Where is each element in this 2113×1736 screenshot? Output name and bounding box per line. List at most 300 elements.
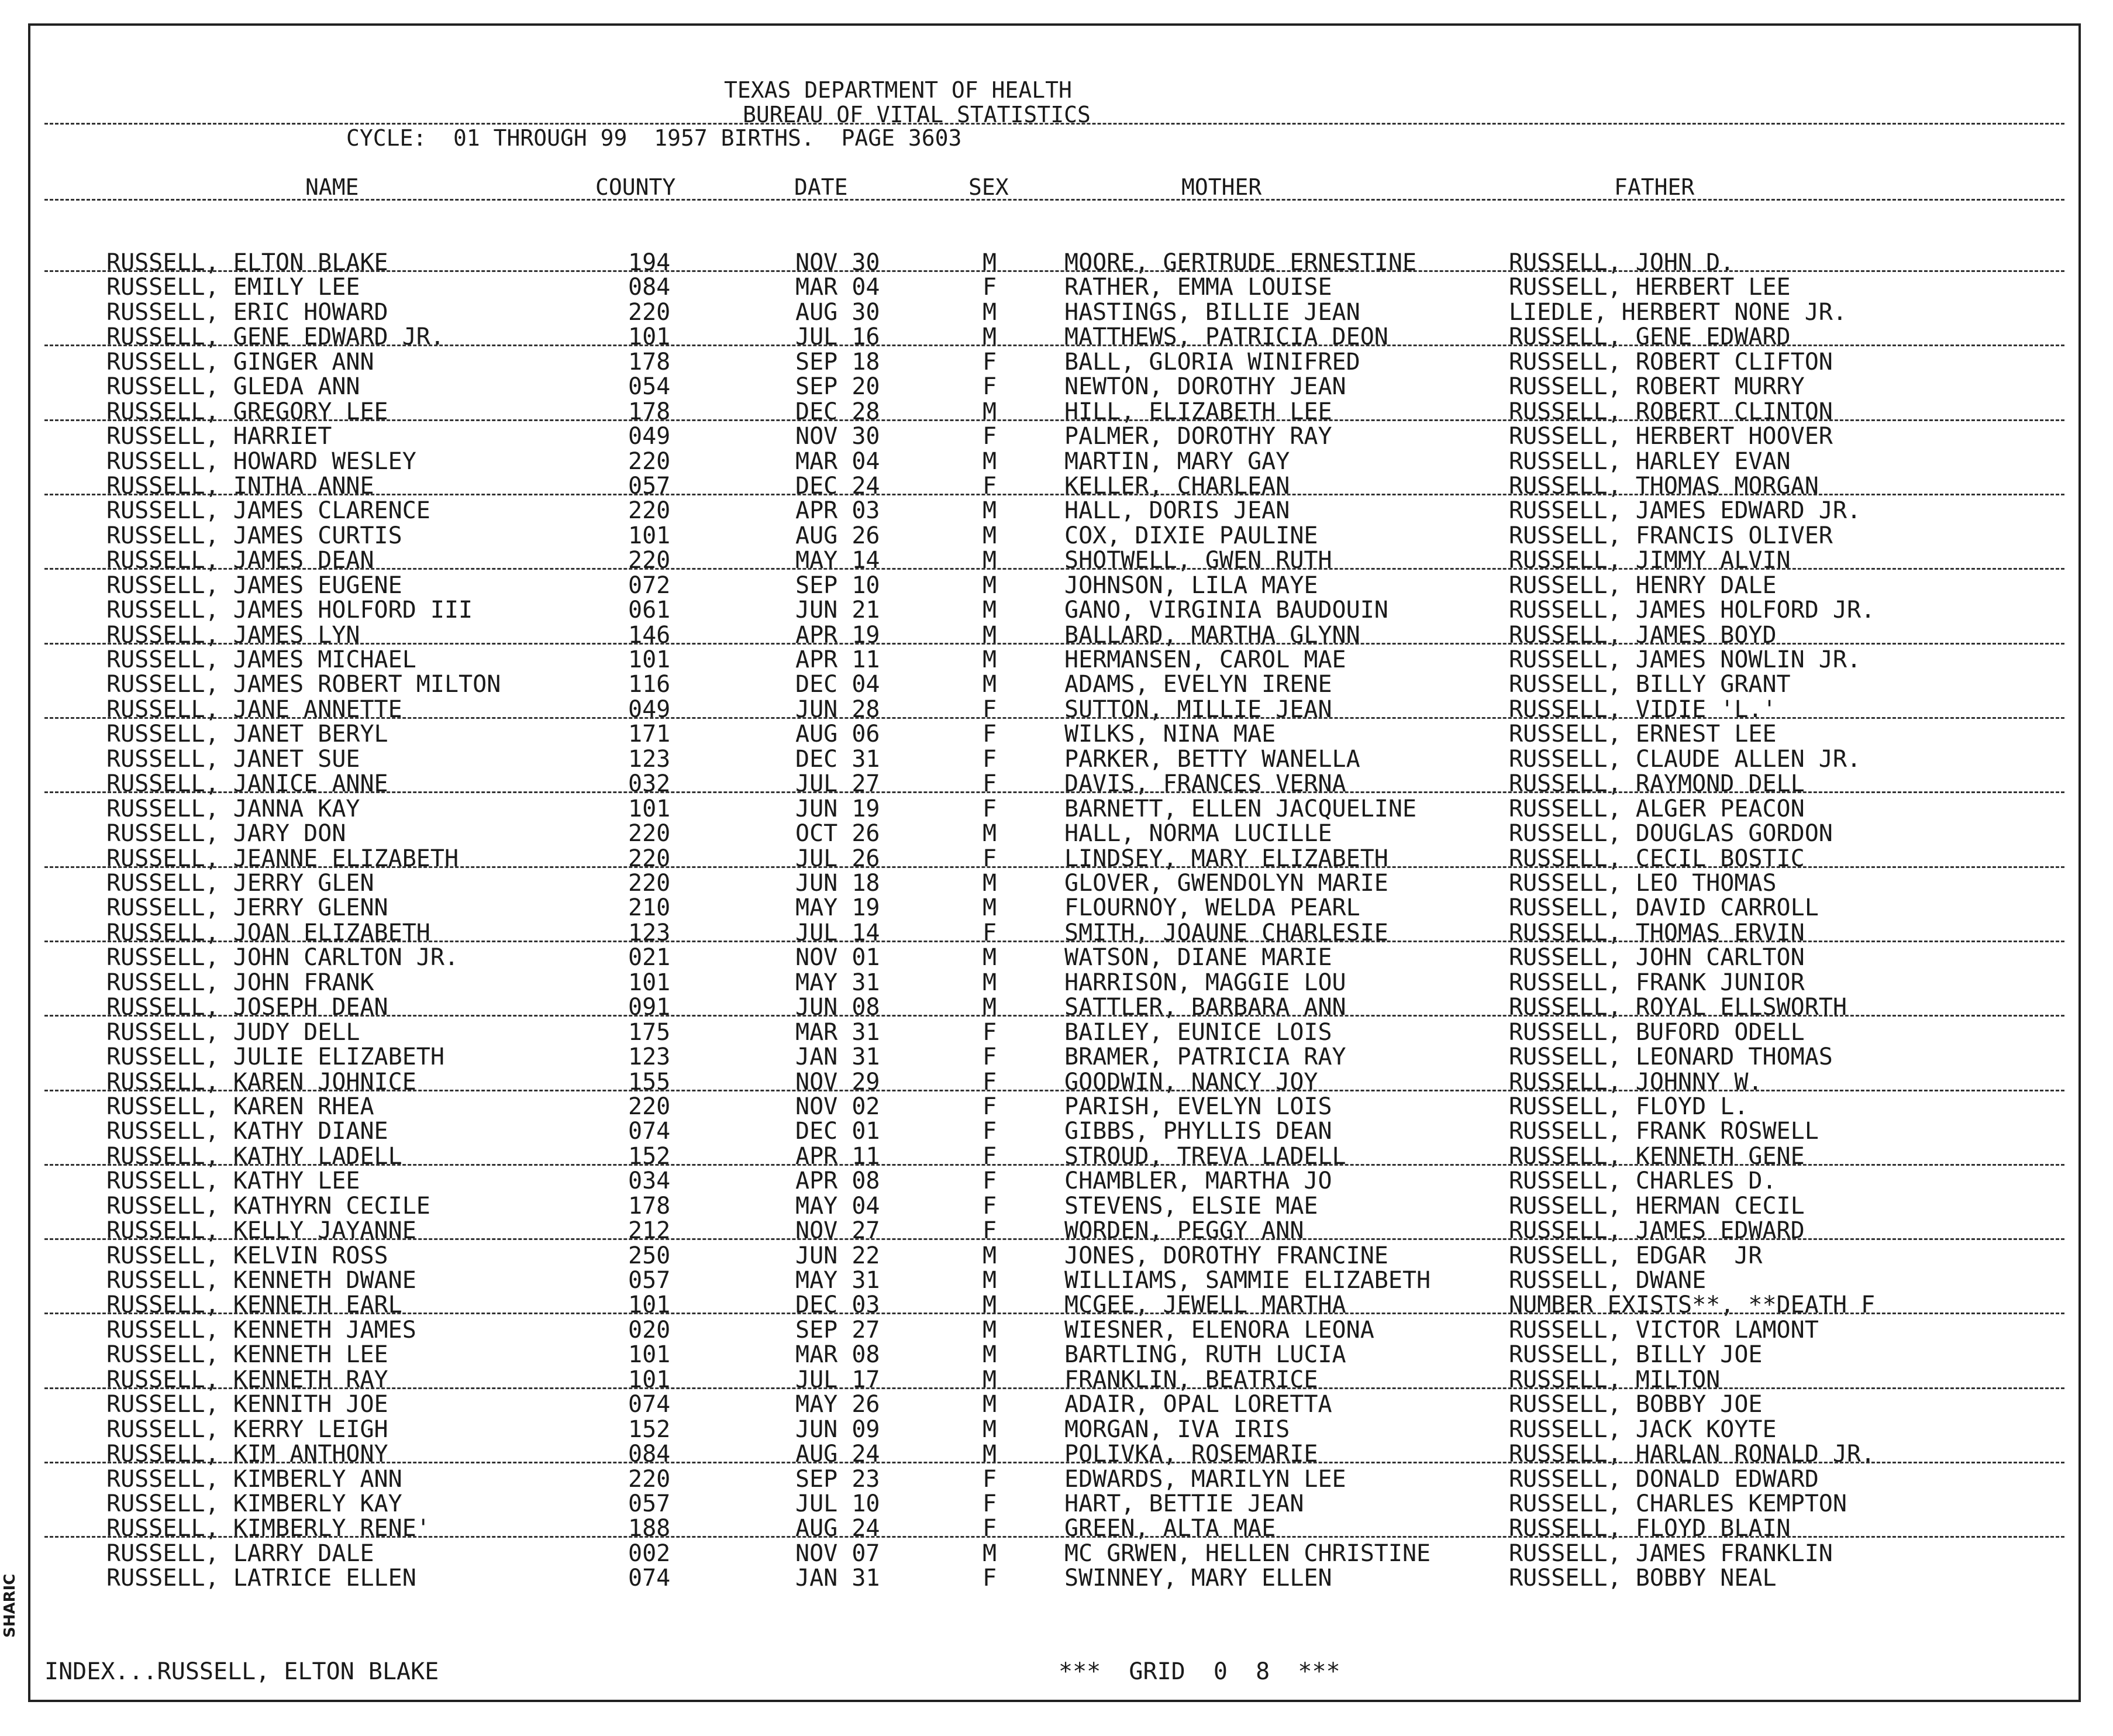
cell-name: RUSSELL, KELLY JAYANNE <box>106 1217 416 1245</box>
row-group-divider <box>44 1015 2064 1017</box>
cell-mother: WIESNER, ELENORA LEONA <box>1064 1316 1374 1344</box>
cell-mother: FLOURNOY, WELDA PEARL <box>1064 894 1360 922</box>
cell-county: 101 <box>628 1291 671 1319</box>
cell-name: RUSSELL, KIMBERLY ANN <box>106 1465 402 1493</box>
cell-date: SEP 20 <box>795 373 880 401</box>
cell-sex: M <box>983 597 997 624</box>
cell-mother: MARTIN, MARY GAY <box>1064 447 1290 475</box>
cell-mother: EDWARDS, MARILYN LEE <box>1064 1465 1346 1493</box>
cell-name: RUSSELL, KENNETH EARL <box>106 1291 402 1319</box>
cell-mother: SMITH, JOAUNE CHARLESIE <box>1064 919 1388 946</box>
cell-date: APR 11 <box>795 1142 880 1170</box>
cell-father: RUSSELL, CECIL BOSTIC <box>1509 845 1805 872</box>
cell-name: RUSSELL, JAMES HOLFORD III <box>106 597 473 624</box>
cell-sex: F <box>983 423 997 450</box>
table-row <box>30 1467 2078 1492</box>
cell-county: 194 <box>628 249 671 276</box>
cell-date: NOV 02 <box>795 1093 880 1120</box>
cell-father: RUSSELL, HARLAN RONALD JR. <box>1509 1441 1876 1468</box>
cell-date: JUL 17 <box>795 1366 880 1393</box>
cell-name: RUSSELL, KAREN JOHNICE <box>106 1068 416 1096</box>
cell-date: AUG 24 <box>795 1515 880 1542</box>
cell-mother: STROUD, TREVA LADELL <box>1064 1142 1346 1170</box>
cell-father: RUSSELL, JAMES EDWARD <box>1509 1217 1805 1245</box>
table-row <box>30 1020 2078 1045</box>
cell-name: RUSSELL, JANET BERYL <box>106 721 388 748</box>
cell-county: 188 <box>628 1515 671 1542</box>
cell-county: 049 <box>628 695 671 723</box>
cell-county: 116 <box>628 671 671 698</box>
cell-name: RUSSELL, JARY DON <box>106 820 346 848</box>
cell-county: 002 <box>628 1539 671 1567</box>
cell-father: RUSSELL, FLOYD BLAIN <box>1509 1515 1791 1542</box>
cell-sex: M <box>983 1391 997 1418</box>
cell-mother: MORGAN, IVA IRIS <box>1064 1415 1290 1443</box>
cell-mother: MOORE, GERTRUDE ERNESTINE <box>1064 249 1417 276</box>
table-row <box>30 374 2078 399</box>
cell-county: 212 <box>628 1217 671 1245</box>
cell-date: JUN 19 <box>795 795 880 822</box>
cell-county: 021 <box>628 944 671 972</box>
cell-mother: WORDEN, PEGGY ANN <box>1064 1217 1304 1245</box>
cell-date: MAR 04 <box>795 447 880 475</box>
cell-sex: F <box>983 721 997 748</box>
cell-name: RUSSELL, JERRY GLEN <box>106 870 374 897</box>
cell-name: RUSSELL, KATHY LADELL <box>106 1142 402 1170</box>
cell-date: APR 19 <box>795 621 880 649</box>
table-row <box>30 350 2078 374</box>
cell-date: JUL 14 <box>795 919 880 946</box>
cell-father: RUSSELL, JACK KOYTE <box>1509 1415 1777 1443</box>
cell-father: RUSSELL, JAMES FRANKLIN <box>1509 1539 1833 1567</box>
cell-date: APR 03 <box>795 497 880 525</box>
column-header-name: NAME <box>305 174 359 200</box>
cell-sex: M <box>983 1415 997 1443</box>
cell-sex: M <box>983 323 997 351</box>
cell-sex: F <box>983 1043 997 1071</box>
cell-sex: F <box>983 1068 997 1096</box>
cell-sex: M <box>983 1539 997 1567</box>
cell-date: JUL 26 <box>795 845 880 872</box>
row-group-divider <box>44 494 2064 495</box>
cell-county: 155 <box>628 1068 671 1096</box>
cell-county: 250 <box>628 1242 671 1269</box>
cell-sex: M <box>983 1366 997 1393</box>
cell-mother: GREEN, ALTA MAE <box>1064 1515 1276 1542</box>
cell-sex: M <box>983 447 997 475</box>
cycle-line: CYCLE: 01 THROUGH 99 1957 BIRTHS. PAGE 3603 <box>346 125 962 151</box>
cell-county: 101 <box>628 522 671 549</box>
cell-father: RUSSELL, ROBERT CLIFTON <box>1509 348 1833 376</box>
cell-sex: M <box>983 398 997 425</box>
cell-sex: M <box>983 1291 997 1319</box>
cell-date: DEC 04 <box>795 671 880 698</box>
cell-county: 220 <box>628 1093 671 1120</box>
cell-father: RUSSELL, DWANE <box>1509 1267 1707 1294</box>
cell-name: RUSSELL, JANNA KAY <box>106 795 360 822</box>
cell-name: RUSSELL, LARRY DALE <box>106 1539 374 1567</box>
table-row <box>30 1541 2078 1566</box>
table-row <box>30 1119 2078 1143</box>
cell-date: JUN 08 <box>795 994 880 1021</box>
cell-father: RUSSELL, HERMAN CECIL <box>1509 1192 1805 1220</box>
table-row <box>30 1492 2078 1516</box>
row-group-divider <box>44 1462 2064 1463</box>
cell-county: 101 <box>628 1366 671 1393</box>
table-row <box>30 1318 2078 1342</box>
cell-mother: GLOVER, GWENDOLYN MARIE <box>1064 870 1388 897</box>
cell-sex: M <box>983 994 997 1021</box>
cell-date: NOV 01 <box>795 944 880 972</box>
cell-name: RUSSELL, KATHY DIANE <box>106 1118 388 1145</box>
cell-date: AUG 26 <box>795 522 880 549</box>
cell-county: 074 <box>628 1565 671 1592</box>
column-header-mother: MOTHER <box>1181 174 1262 200</box>
table-row <box>30 498 2078 523</box>
cell-mother: JONES, DOROTHY FRANCINE <box>1064 1242 1388 1269</box>
cell-name: RUSSELL, JOHN CARLTON JR. <box>106 944 459 972</box>
cell-name: RUSSELL, JUDY DELL <box>106 1018 360 1046</box>
cell-name: RUSSELL, GREGORY LEE <box>106 398 388 425</box>
cell-father: NUMBER EXISTS**, **DEATH F <box>1509 1291 1876 1319</box>
cell-county: 220 <box>628 497 671 525</box>
cell-sex: M <box>983 497 997 525</box>
cell-sex: M <box>983 298 997 326</box>
cell-sex: F <box>983 472 997 500</box>
cell-county: 091 <box>628 994 671 1021</box>
cell-father: RUSSELL, LEO THOMAS <box>1509 870 1777 897</box>
cell-mother: BAILEY, EUNICE LOIS <box>1064 1018 1332 1046</box>
cell-father: RUSSELL, CLAUDE ALLEN JR. <box>1509 745 1862 773</box>
cell-sex: F <box>983 1465 997 1493</box>
cell-date: JUL 10 <box>795 1490 880 1517</box>
agency-title: TEXAS DEPARTMENT OF HEALTH <box>724 77 1072 103</box>
cell-date: NOV 29 <box>795 1068 880 1096</box>
cell-sex: F <box>983 373 997 401</box>
cell-date: JAN 31 <box>795 1565 880 1592</box>
cell-father: RUSSELL, BOBBY JOE <box>1509 1391 1763 1418</box>
cell-date: MAY 31 <box>795 1267 880 1294</box>
cell-mother: POLIVKA, ROSEMARIE <box>1064 1441 1318 1468</box>
cell-name: RUSSELL, JERRY GLENN <box>106 894 388 922</box>
table-row <box>30 598 2078 622</box>
cell-name: RUSSELL, KIMBERLY KAY <box>106 1490 402 1517</box>
cell-name: RUSSELL, KENNETH DWANE <box>106 1267 416 1294</box>
cell-name: RUSSELL, GENE EDWARD JR. <box>106 323 444 351</box>
cell-date: AUG 24 <box>795 1441 880 1468</box>
cell-name: RUSSELL, KATHY LEE <box>106 1167 360 1195</box>
table-row <box>30 300 2078 325</box>
cell-date: DEC 28 <box>795 398 880 425</box>
cell-father: RUSSELL, FRANK ROSWELL <box>1509 1118 1819 1145</box>
cell-mother: BALLARD, MARTHA GLYNN <box>1064 621 1360 649</box>
cell-date: MAY 19 <box>795 894 880 922</box>
cell-name: RUSSELL, JAMES LYN <box>106 621 360 649</box>
table-row <box>30 1268 2078 1293</box>
cell-father: RUSSELL, DAVID CARROLL <box>1509 894 1819 922</box>
cell-date: MAY 31 <box>795 969 880 996</box>
cell-county: 101 <box>628 969 671 996</box>
cell-county: 123 <box>628 1043 671 1071</box>
cell-date: NOV 27 <box>795 1217 880 1245</box>
cell-name: RUSSELL, JAMES CLARENCE <box>106 497 430 525</box>
cell-date: MAY 26 <box>795 1391 880 1418</box>
cell-mother: HARRISON, MAGGIE LOU <box>1064 969 1346 996</box>
cell-father: RUSSELL, HERBERT HOOVER <box>1509 423 1833 450</box>
cell-county: 101 <box>628 323 671 351</box>
cell-father: RUSSELL, BILLY JOE <box>1509 1341 1763 1369</box>
cell-mother: MATTHEWS, PATRICIA DEON <box>1064 323 1388 351</box>
column-header-sex: SEX <box>968 174 1009 200</box>
cell-date: OCT 26 <box>795 820 880 848</box>
row-group-divider <box>44 345 2064 346</box>
cell-sex: M <box>983 1341 997 1369</box>
cell-sex: F <box>983 1515 997 1542</box>
cell-sex: F <box>983 1217 997 1245</box>
cell-father: RUSSELL, JAMES BOYD <box>1509 621 1777 649</box>
table-row <box>30 747 2078 771</box>
cell-date: JUN 18 <box>795 870 880 897</box>
cell-sex: F <box>983 795 997 822</box>
row-group-divider <box>44 1090 2064 1091</box>
cell-mother: BALL, GLORIA WINIFRED <box>1064 348 1360 376</box>
side-label: SHARIC <box>1 1573 19 1638</box>
cell-father: RUSSELL, ALGER PEACON <box>1509 795 1805 822</box>
column-header-date: DATE <box>794 174 848 200</box>
cell-father: RUSSELL, ROBERT MURRY <box>1509 373 1805 401</box>
cell-sex: M <box>983 870 997 897</box>
cell-mother: SUTTON, MILLIE JEAN <box>1064 695 1332 723</box>
cell-name: RUSSELL, JAMES EUGENE <box>106 571 402 599</box>
cell-name: RUSSELL, JEANNE ELIZABETH <box>106 845 459 872</box>
cell-county: 032 <box>628 770 671 798</box>
table-row <box>30 797 2078 821</box>
row-group-divider <box>44 1536 2064 1538</box>
cell-name: RUSSELL, KENNETH LEE <box>106 1341 388 1369</box>
cell-sex: M <box>983 820 997 848</box>
cell-father: RUSSELL, BOBBY NEAL <box>1509 1565 1777 1592</box>
cell-county: 220 <box>628 447 671 475</box>
cell-father: RUSSELL, JAMES NOWLIN JR. <box>1509 646 1862 674</box>
cell-mother: ADAIR, OPAL LORETTA <box>1064 1391 1332 1418</box>
cell-sex: F <box>983 1142 997 1170</box>
cell-name: RUSSELL, KATHYRN CECILE <box>106 1192 430 1220</box>
table-row <box>30 1194 2078 1218</box>
cell-sex: M <box>983 894 997 922</box>
cell-name: RUSSELL, HOWARD WESLEY <box>106 447 416 475</box>
cell-county: 057 <box>628 1490 671 1517</box>
cell-mother: PARISH, EVELYN LOIS <box>1064 1093 1332 1120</box>
cell-name: RUSSELL, JANICE ANNE <box>106 770 388 798</box>
cell-mother: FRANKLIN, BEATRICE <box>1064 1366 1318 1393</box>
cell-name: RUSSELL, HARRIET <box>106 423 332 450</box>
cell-sex: M <box>983 1441 997 1468</box>
cell-mother: GANO, VIRGINIA BAUDOUIN <box>1064 597 1388 624</box>
cell-date: AUG 30 <box>795 298 880 326</box>
table-row <box>30 1417 2078 1442</box>
header-divider-top <box>44 123 2064 125</box>
cell-father: RUSSELL, RAYMOND DELL <box>1509 770 1805 798</box>
row-group-divider <box>44 941 2064 942</box>
table-row <box>30 821 2078 846</box>
cell-name: RUSSELL, KERRY LEIGH <box>106 1415 388 1443</box>
cell-county: 057 <box>628 472 671 500</box>
cell-name: RUSSELL, JANE ANNETTE <box>106 695 402 723</box>
cell-date: DEC 31 <box>795 745 880 773</box>
cell-name: RUSSELL, KAREN RHEA <box>106 1093 374 1120</box>
cell-father: RUSSELL, EDGAR JR <box>1509 1242 1763 1269</box>
cell-county: 220 <box>628 547 671 574</box>
cell-county: 220 <box>628 870 671 897</box>
cell-mother: WILLIAMS, SAMMIE ELIZABETH <box>1064 1267 1431 1294</box>
cell-mother: HALL, DORIS JEAN <box>1064 497 1290 525</box>
cell-father: RUSSELL, HARLEY EVAN <box>1509 447 1791 475</box>
row-group-divider <box>44 791 2064 793</box>
cell-sex: F <box>983 695 997 723</box>
cell-sex: F <box>983 1018 997 1046</box>
table-row <box>30 1392 2078 1417</box>
cell-county: 072 <box>628 571 671 599</box>
table-row <box>30 1244 2078 1268</box>
cell-mother: SWINNEY, MARY ELLEN <box>1064 1565 1332 1592</box>
cell-county: 020 <box>628 1316 671 1344</box>
cell-mother: HASTINGS, BILLIE JEAN <box>1064 298 1360 326</box>
cell-mother: CHAMBLER, MARTHA JO <box>1064 1167 1332 1195</box>
table-row <box>30 722 2078 746</box>
cell-mother: STEVENS, ELSIE MAE <box>1064 1192 1318 1220</box>
cell-name: RUSSELL, JAMES CURTIS <box>106 522 402 549</box>
cell-date: MAY 04 <box>795 1192 880 1220</box>
cell-father: RUSSELL, MILTON <box>1509 1366 1721 1393</box>
cell-county: 074 <box>628 1391 671 1418</box>
cell-date: APR 08 <box>795 1167 880 1195</box>
cell-mother: JOHNSON, LILA MAYE <box>1064 571 1318 599</box>
cell-date: NOV 30 <box>795 249 880 276</box>
cell-mother: GIBBS, PHYLLIS DEAN <box>1064 1118 1332 1145</box>
cell-mother: NEWTON, DOROTHY JEAN <box>1064 373 1346 401</box>
cell-name: RUSSELL, KENNITH JOE <box>106 1391 388 1418</box>
cell-sex: M <box>983 1316 997 1344</box>
cell-county: 210 <box>628 894 671 922</box>
cell-county: 220 <box>628 820 671 848</box>
cell-mother: GOODWIN, NANCY JOY <box>1064 1068 1318 1096</box>
table-row <box>30 647 2078 672</box>
cell-mother: HERMANSEN, CAROL MAE <box>1064 646 1346 674</box>
cell-father: RUSSELL, FRANK JUNIOR <box>1509 969 1805 996</box>
cell-father: RUSSELL, HERBERT LEE <box>1509 274 1791 301</box>
table-row <box>30 970 2078 995</box>
cell-county: 054 <box>628 373 671 401</box>
cell-name: RUSSELL, KIMBERLY RENE' <box>106 1515 430 1542</box>
cell-county: 152 <box>628 1415 671 1443</box>
table-row <box>30 449 2078 474</box>
cell-father: RUSSELL, VICTOR LAMONT <box>1509 1316 1819 1344</box>
cell-county: 057 <box>628 1267 671 1294</box>
cell-mother: HILL, ELIZABETH LEE <box>1064 398 1332 425</box>
row-group-divider <box>44 643 2064 645</box>
cell-county: 084 <box>628 1441 671 1468</box>
cell-father: RUSSELL, BILLY GRANT <box>1509 671 1791 698</box>
cell-sex: F <box>983 770 997 798</box>
cell-date: SEP 10 <box>795 571 880 599</box>
cell-date: JUN 22 <box>795 1242 880 1269</box>
cell-father: RUSSELL, JIMMY ALVIN <box>1509 547 1791 574</box>
table-row <box>30 523 2078 548</box>
cell-father: RUSSELL, KENNETH GENE <box>1509 1142 1805 1170</box>
cell-date: JUN 09 <box>795 1415 880 1443</box>
cell-county: 178 <box>628 398 671 425</box>
cell-mother: SATTLER, BARBARA ANN <box>1064 994 1346 1021</box>
cell-mother: BRAMER, PATRICIA RAY <box>1064 1043 1346 1071</box>
cell-county: 178 <box>628 1192 671 1220</box>
header-divider-bottom <box>44 199 2064 201</box>
cell-sex: F <box>983 1093 997 1120</box>
cell-mother: HALL, NORMA LUCILLE <box>1064 820 1332 848</box>
cell-county: 178 <box>628 348 671 376</box>
cell-name: RUSSELL, ELTON BLAKE <box>106 249 388 276</box>
cell-sex: M <box>983 944 997 972</box>
cell-father: RUSSELL, THOMAS MORGAN <box>1509 472 1819 500</box>
cell-mother: ADAMS, EVELYN IRENE <box>1064 671 1332 698</box>
cell-father: RUSSELL, CHARLES D. <box>1509 1167 1777 1195</box>
cell-county: 101 <box>628 646 671 674</box>
cell-father: RUSSELL, ERNEST LEE <box>1509 721 1777 748</box>
cell-date: JUL 16 <box>795 323 880 351</box>
cell-father: RUSSELL, FLOYD L. <box>1509 1093 1749 1120</box>
cell-father: RUSSELL, ROYAL ELLSWORTH <box>1509 994 1847 1021</box>
table-row <box>30 573 2078 598</box>
cell-name: RUSSELL, KIM ANTHONY <box>106 1441 388 1468</box>
cell-father: RUSSELL, JAMES EDWARD JR. <box>1509 497 1862 525</box>
cell-sex: M <box>983 671 997 698</box>
cell-sex: F <box>983 274 997 301</box>
cell-sex: M <box>983 1242 997 1269</box>
cell-sex: M <box>983 249 997 276</box>
table-row <box>30 275 2078 299</box>
cell-sex: F <box>983 845 997 872</box>
row-group-divider <box>44 1387 2064 1389</box>
cell-father: RUSSELL, LEONARD THOMAS <box>1509 1043 1833 1071</box>
row-group-divider <box>44 419 2064 421</box>
cell-county: 175 <box>628 1018 671 1046</box>
cell-father: RUSSELL, GENE EDWARD <box>1509 323 1791 351</box>
cell-name: RUSSELL, LATRICE ELLEN <box>106 1565 416 1592</box>
column-header-county: COUNTY <box>595 174 676 200</box>
row-group-divider <box>44 717 2064 719</box>
cell-father: RUSSELL, VIDIE 'L.' <box>1509 695 1777 723</box>
cell-date: SEP 18 <box>795 348 880 376</box>
cell-date: MAR 31 <box>795 1018 880 1046</box>
cell-father: RUSSELL, JOHNNY W. <box>1509 1068 1763 1096</box>
column-header-father: FATHER <box>1614 174 1695 200</box>
cell-county: 123 <box>628 745 671 773</box>
table-row <box>30 1169 2078 1193</box>
cell-date: JUN 21 <box>795 597 880 624</box>
cell-county: 101 <box>628 795 671 822</box>
cell-name: RUSSELL, EMILY LEE <box>106 274 360 301</box>
cell-county: 220 <box>628 298 671 326</box>
cell-date: DEC 03 <box>795 1291 880 1319</box>
cell-date: MAR 08 <box>795 1341 880 1369</box>
cell-sex: M <box>983 547 997 574</box>
cell-date: SEP 23 <box>795 1465 880 1493</box>
cell-mother: HART, BETTIE JEAN <box>1064 1490 1304 1517</box>
row-group-divider <box>44 568 2064 570</box>
cell-sex: F <box>983 1490 997 1517</box>
row-group-divider <box>44 1313 2064 1314</box>
table-row <box>30 672 2078 697</box>
cell-county: 123 <box>628 919 671 946</box>
